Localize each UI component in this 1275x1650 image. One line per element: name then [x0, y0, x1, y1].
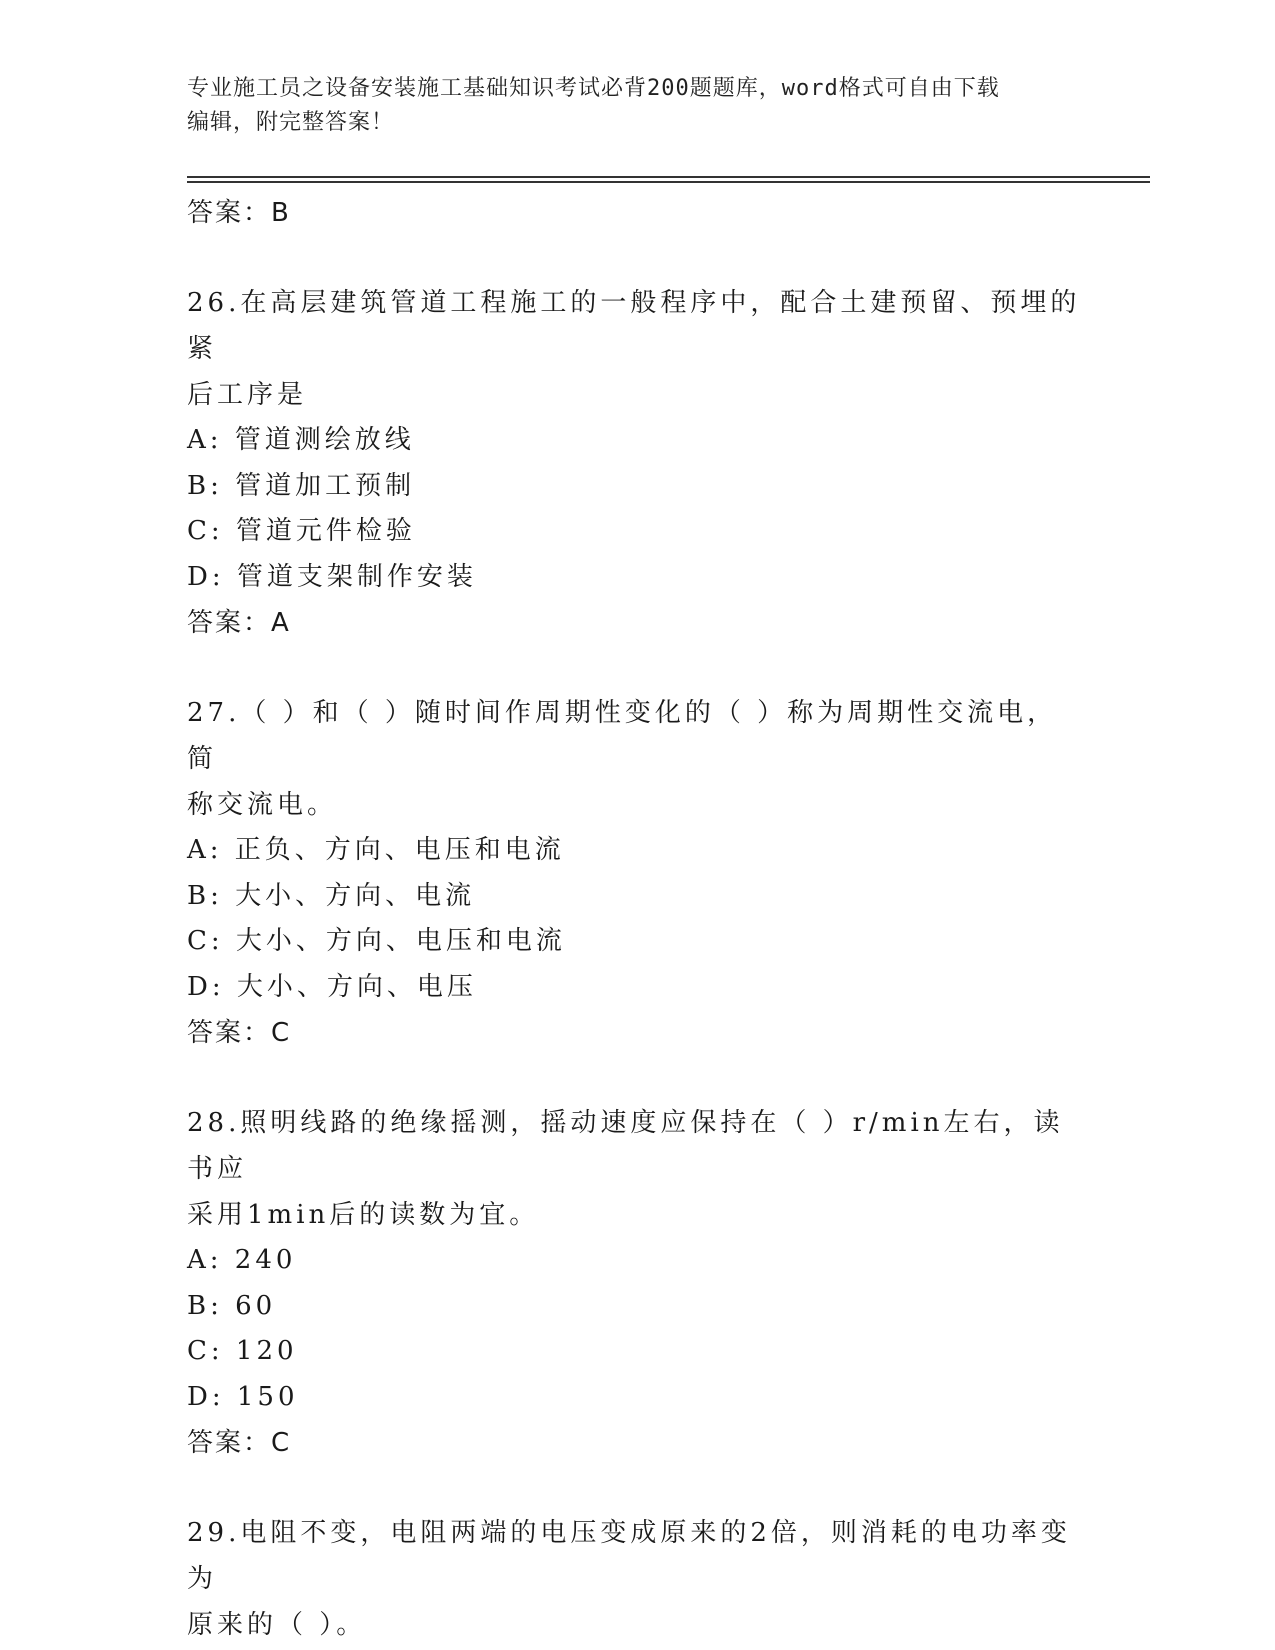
previous-answer: 答案：B	[187, 198, 291, 228]
option-b: B: 60	[187, 1290, 277, 1321]
answer: 答案：C	[187, 1428, 292, 1458]
question-stem: 28.照明线路的绝缘摇测，摇动速度应保持在（ ）r/min左右，读书应	[187, 1108, 1064, 1184]
question-stem-continued: 后工序是	[187, 380, 308, 410]
question-28	[187, 1100, 1087, 1466]
answer: 答案：C	[187, 1018, 292, 1048]
option-b: B: 大小、方向、电流	[187, 880, 476, 911]
question-stem-continued: 采用1min后的读数为宜。	[187, 1200, 540, 1230]
question-27	[187, 690, 1087, 1056]
question-stem-continued: 称交流电。	[187, 790, 338, 820]
option-a: A: 管道测绘放线	[187, 425, 415, 455]
question-26	[187, 280, 1087, 646]
option-c: C: 大小、方向、电压和电流	[187, 926, 566, 956]
header-divider-bottom	[187, 181, 1150, 183]
question-stem-continued: 原来的（ ）。	[187, 1610, 367, 1640]
document-header	[187, 72, 1087, 140]
option-d: D: 管道支架制作安装	[187, 561, 477, 592]
header-line-1: 专业施工员之设备安装施工基础知识考试必背200题题库，word格式可自由下载	[187, 76, 1000, 101]
option-b: B: 管道加工预制	[187, 470, 416, 501]
option-d: D: 大小、方向、电压	[187, 971, 477, 1002]
question-stem: 29.电阻不变，电阻两端的电压变成原来的2倍，则消耗的电功率变为	[187, 1518, 1071, 1594]
answer: 答案：A	[187, 608, 291, 638]
header-line-2: 编辑，附完整答案！	[187, 110, 395, 135]
option-c: C: 120	[187, 1336, 298, 1366]
option-d: D: 150	[187, 1381, 299, 1412]
question-stem: 27.（ ）和（ ）随时间作周期性变化的（ ）称为周期性交流电，简	[187, 698, 1058, 774]
question-list	[187, 190, 1087, 1648]
option-a: A: 正负、方向、电压和电流	[187, 835, 565, 865]
question-stem: 26.在高层建筑管道工程施工的一般程序中，配合土建预留、预埋的紧	[187, 288, 1081, 364]
option-a: A: 240	[187, 1245, 297, 1275]
option-c: C: 管道元件检验	[187, 516, 416, 546]
question-29	[187, 1510, 1087, 1648]
header-divider-top	[187, 176, 1150, 178]
